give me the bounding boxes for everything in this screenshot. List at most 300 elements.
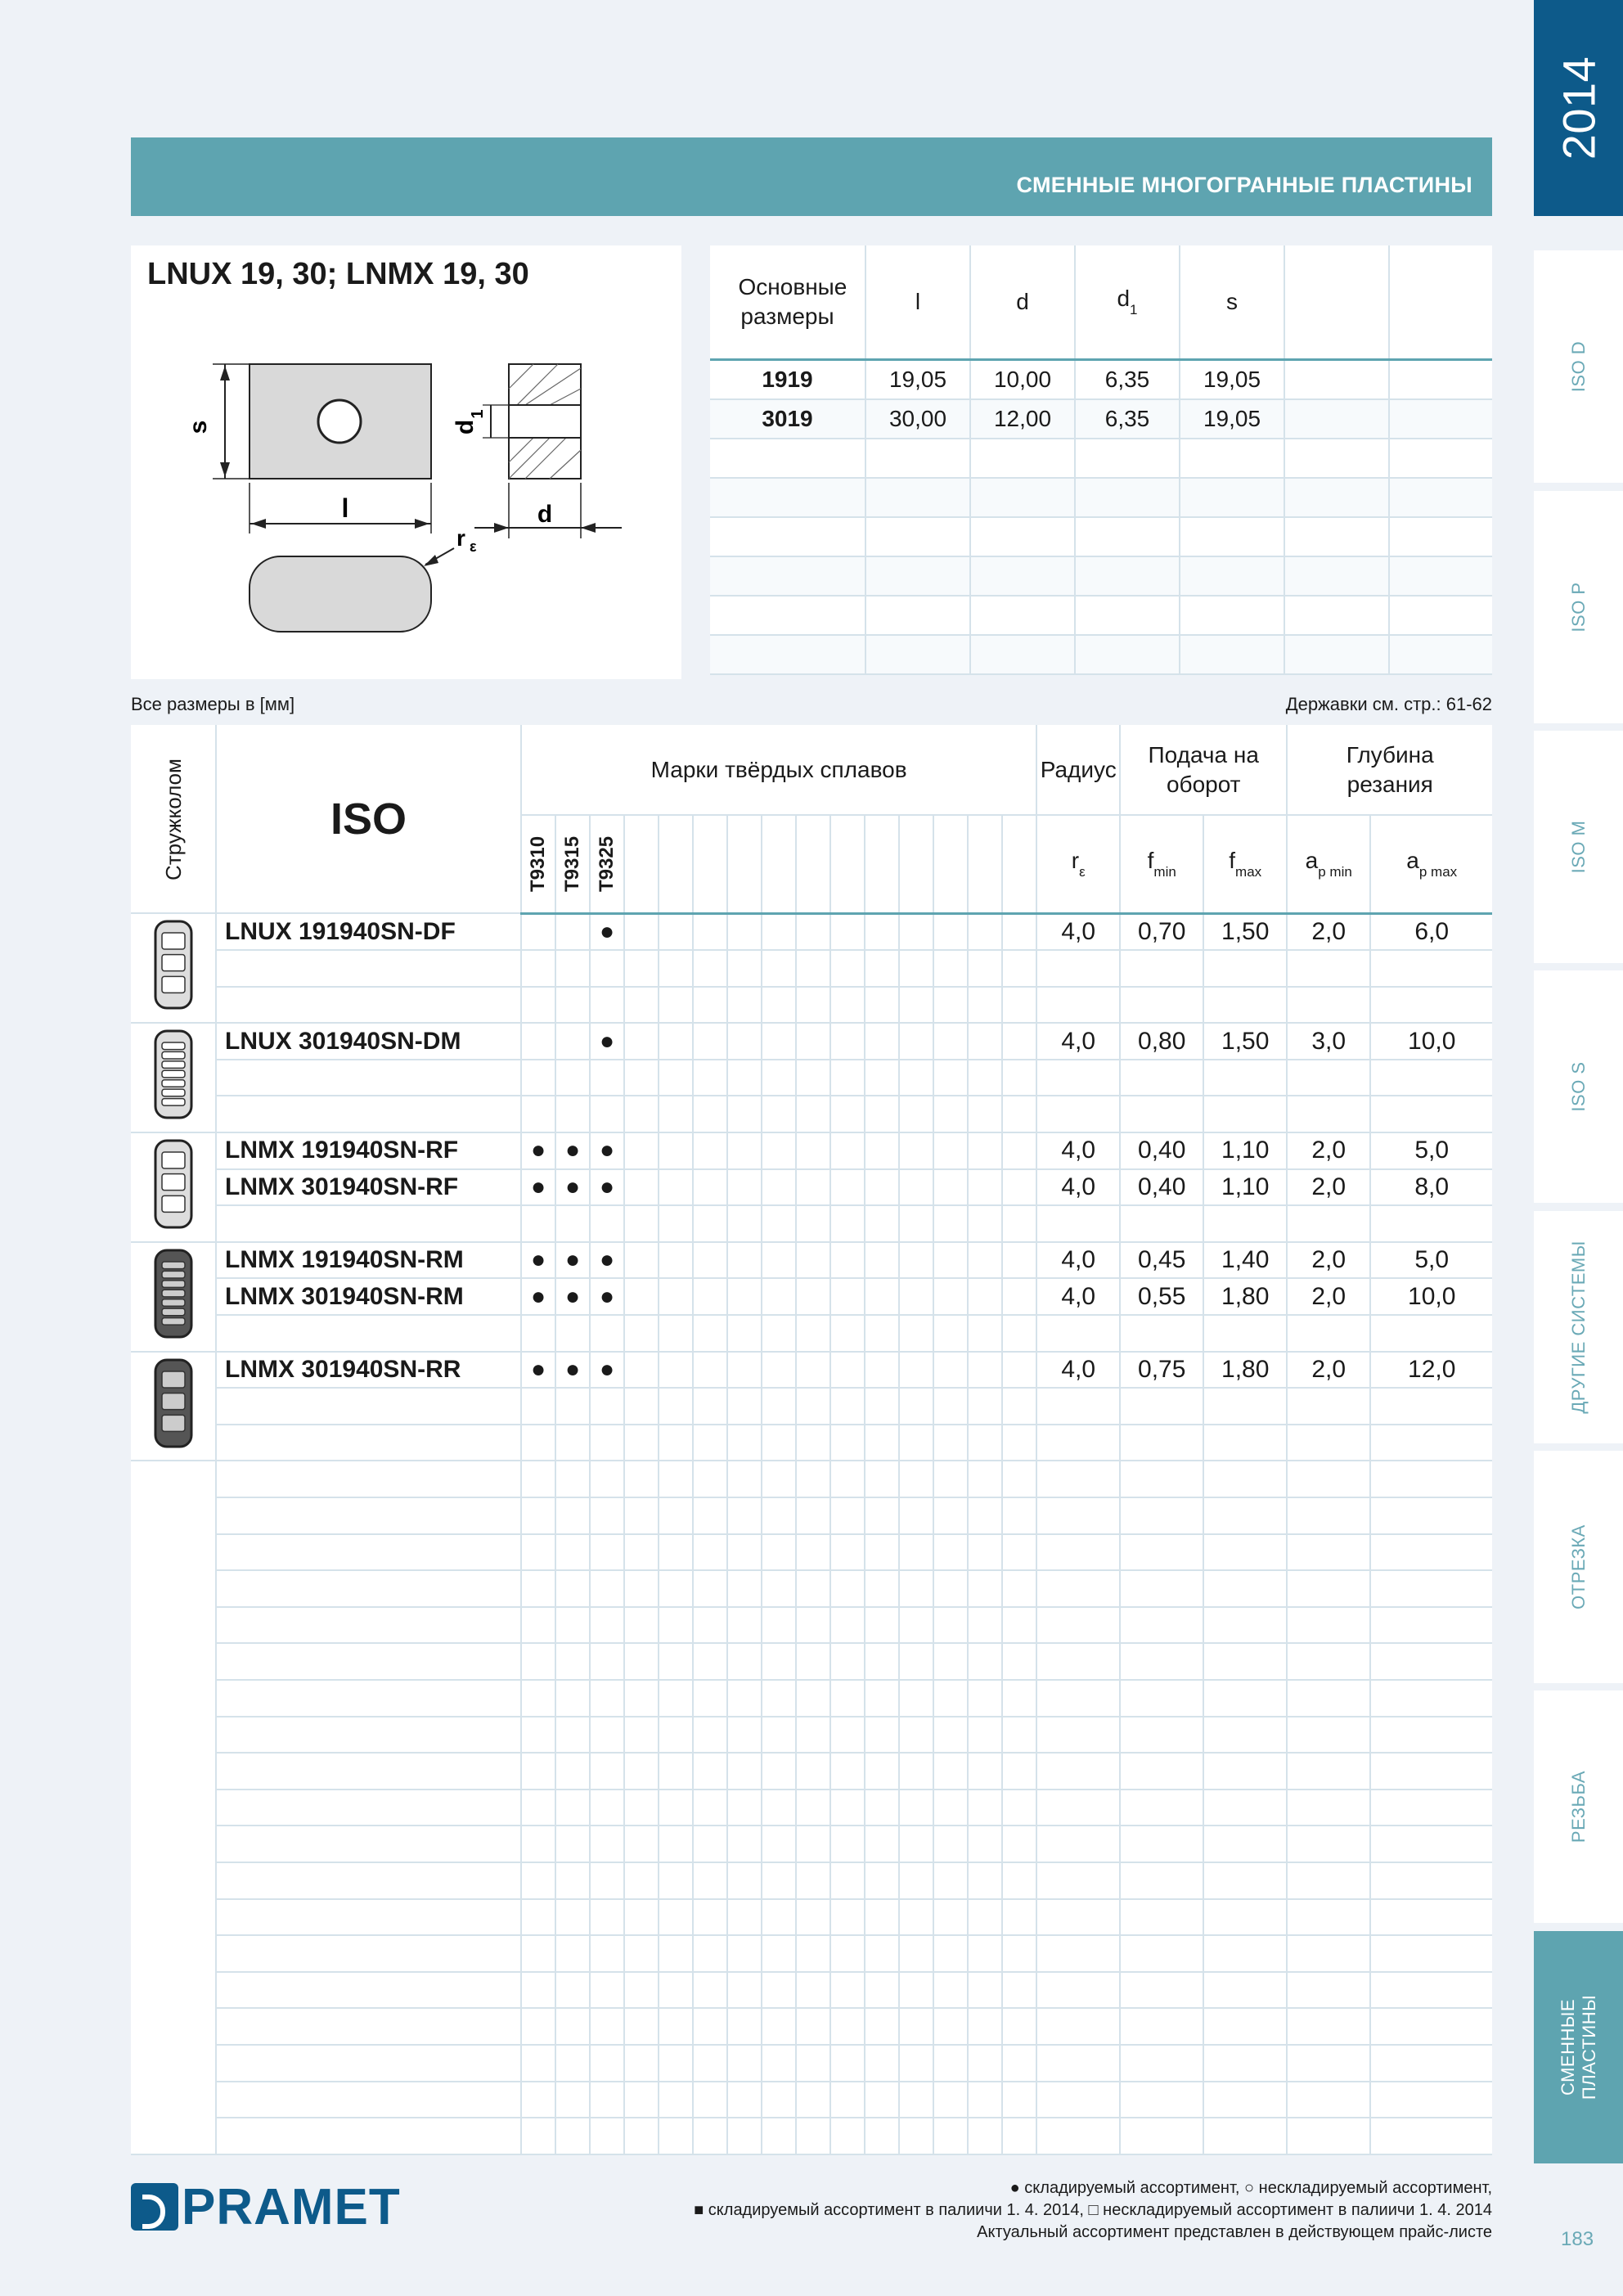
empty-cell [727, 2045, 762, 2082]
empty-cell [216, 1753, 521, 1790]
empty-cell [933, 1790, 968, 1826]
header-depth: Глубина резания [1287, 725, 1492, 815]
value-apmin: 2,0 [1287, 1242, 1370, 1279]
empty-cell [762, 1425, 796, 1461]
empty-cell [865, 1717, 899, 1754]
table-row [131, 1132, 1492, 1169]
empty-cell [521, 1826, 555, 1862]
empty-cell [796, 1096, 830, 1132]
empty-cell [899, 1570, 933, 1607]
grade-empty-cell [968, 913, 1002, 950]
empty-cell [968, 1753, 1002, 1790]
empty-cell [899, 1935, 933, 1972]
empty-cell [216, 1862, 521, 1899]
empty-cell [762, 2118, 796, 2154]
label-d: d [537, 501, 553, 528]
empty-cell [933, 1461, 968, 1497]
empty-cell [1036, 1826, 1120, 1862]
table-row-empty [131, 1643, 1492, 1680]
empty-cell [1370, 2008, 1492, 2045]
empty-cell [796, 2045, 830, 2082]
empty-cell [521, 1096, 555, 1132]
empty-cell [865, 2008, 899, 2045]
empty-cell [762, 1680, 796, 1717]
header-chip-breaker: Стружколом [131, 725, 216, 913]
empty-cell [1002, 1862, 1036, 1899]
empty-cell [555, 1096, 590, 1132]
grade-mark-t9325: ● [590, 1242, 624, 1279]
grade-empty-cell [762, 913, 796, 950]
empty-cell [830, 1425, 865, 1461]
grade-empty-cell [727, 913, 762, 950]
grade-empty [624, 815, 659, 913]
insert-designation: LNUX 191940SN-DF [216, 913, 521, 950]
tab-iso-s[interactable] [1534, 970, 1623, 1203]
empty-cell [1120, 1935, 1203, 1972]
empty-cell [1002, 1425, 1036, 1461]
empty-cell [762, 1534, 796, 1571]
empty-cell [1002, 1205, 1036, 1242]
empty-cell [727, 987, 762, 1024]
empty-cell [590, 1972, 624, 2009]
empty-cell [693, 1753, 727, 1790]
empty-cell [762, 1388, 796, 1425]
grade-t9315: T9315 [555, 815, 590, 913]
empty-cell [555, 1680, 590, 1717]
empty-cell [216, 1205, 521, 1242]
empty-cell [555, 2008, 590, 2045]
table-row-empty [131, 1935, 1492, 1972]
table-row [131, 913, 1492, 950]
empty-cell [968, 1935, 1002, 1972]
empty-cell [865, 1425, 899, 1461]
empty-cell [1203, 987, 1287, 1024]
dims-cell [1284, 399, 1389, 439]
empty-cell [1203, 1753, 1287, 1790]
grade-mark-t9315: ● [555, 1352, 590, 1389]
symbol-fmax-sub: max [1235, 863, 1262, 880]
empty-cell [555, 2045, 590, 2082]
empty-cell [1203, 2045, 1287, 2082]
empty-cell [762, 1790, 796, 1826]
empty-cell [555, 1935, 590, 1972]
empty-cell [830, 1753, 865, 1790]
empty-cell [1120, 1717, 1203, 1754]
empty-cell [624, 950, 659, 987]
grade-mark-t9315 [555, 913, 590, 950]
empty-cell [1120, 1096, 1203, 1132]
empty-cell [555, 2082, 590, 2118]
empty-cell [693, 1570, 727, 1607]
grade-empty-cell [624, 1242, 659, 1279]
empty-cell [933, 1935, 968, 1972]
holders-note: Державки см. стр.: 61-62 [1285, 694, 1492, 714]
empty-cell [1287, 1717, 1370, 1754]
empty-cell [1203, 1680, 1287, 1717]
section-header [131, 137, 1492, 216]
empty-cell [659, 1899, 693, 1936]
empty-cell [899, 1972, 933, 2009]
symbol-radius-main: r [1071, 847, 1080, 873]
value-fmin: 0,70 [1120, 913, 1203, 950]
empty-cell [1287, 1826, 1370, 1862]
empty-cell [933, 1096, 968, 1132]
empty-cell [830, 1826, 865, 1862]
empty-cell [555, 1205, 590, 1242]
empty-cell [1036, 1060, 1120, 1096]
empty-cell [216, 1899, 521, 1936]
empty-cell [762, 1899, 796, 1936]
empty-cell [1203, 1461, 1287, 1497]
empty-cell [624, 987, 659, 1024]
empty-cell [216, 1388, 521, 1425]
empty-cell [1002, 2045, 1036, 2082]
empty-cell [521, 1790, 555, 1826]
empty-cell [1287, 1497, 1370, 1534]
empty-cell [521, 1497, 555, 1534]
empty-cell [555, 1388, 590, 1425]
empty-cell [830, 1388, 865, 1425]
insert-designation: LNMX 301940SN-RM [216, 1278, 521, 1315]
empty-cell [693, 1790, 727, 1826]
empty-cell [830, 1899, 865, 1936]
tab-parting-label: ОТРЕЗКА [1567, 1524, 1589, 1609]
grade-empty-cell [624, 1169, 659, 1206]
empty-cell [1370, 1826, 1492, 1862]
empty-cell [968, 1497, 1002, 1534]
empty-cell [1370, 1753, 1492, 1790]
empty-cell [1120, 2045, 1203, 2082]
empty-cell [693, 1060, 727, 1096]
tab-iso-m-label: ISO M [1567, 820, 1589, 874]
value-fmin: 0,40 [1120, 1169, 1203, 1206]
empty-cell [659, 1060, 693, 1096]
grade-empty-cell [899, 1169, 933, 1206]
empty-cell [590, 1497, 624, 1534]
empty-cell [830, 1060, 865, 1096]
empty-cell [521, 1899, 555, 1936]
empty-cell [659, 2118, 693, 2154]
empty-cell [693, 1205, 727, 1242]
table-row-empty [131, 1607, 1492, 1644]
tab-iso-m[interactable] [1534, 731, 1623, 963]
dims-header-row [710, 245, 1492, 360]
empty-cell [659, 1607, 693, 1644]
value-radius: 4,0 [1036, 1278, 1120, 1315]
value-apmax: 10,0 [1370, 1023, 1492, 1060]
empty-cell [1370, 1388, 1492, 1425]
grade-empty-cell [796, 1352, 830, 1389]
tab-iso-d-label: ISO D [1567, 340, 1589, 393]
empty-cell [830, 1315, 865, 1352]
empty-cell [1287, 1388, 1370, 1425]
empty-cell [693, 2082, 727, 2118]
empty-cell [624, 1972, 659, 2009]
empty-cell [1036, 1570, 1120, 1607]
value-fmin: 0,55 [1120, 1278, 1203, 1315]
empty-cell [830, 1972, 865, 2009]
empty-cell [1002, 2118, 1036, 2154]
symbol-fmin-main: f [1147, 847, 1154, 873]
empty-cell [1370, 1607, 1492, 1644]
empty-cell [555, 1607, 590, 1644]
value-fmax: 1,40 [1203, 1242, 1287, 1279]
dims-cell: 1919 [710, 360, 865, 400]
empty-cell [762, 1972, 796, 2009]
empty-cell [693, 1680, 727, 1717]
empty-cell [1203, 1315, 1287, 1352]
empty-cell [624, 1935, 659, 1972]
empty-cell [216, 1425, 521, 1461]
empty-cell [1036, 1607, 1120, 1644]
empty-cell [1002, 1717, 1036, 1754]
empty-cell [1002, 987, 1036, 1024]
empty-cell [899, 1060, 933, 1096]
grade-t9325: T9325 [590, 815, 624, 913]
dims-row [710, 360, 1492, 400]
grade-empty-cell [727, 1242, 762, 1279]
empty-cell [1287, 1790, 1370, 1826]
grade-empty-cell [1002, 1132, 1036, 1169]
grade-empty-cell [899, 1132, 933, 1169]
empty-cell [1203, 1096, 1287, 1132]
tab-thread-label: РЕЗЬБА [1567, 1770, 1589, 1844]
empty-cell [727, 1790, 762, 1826]
grade-mark-t9315 [555, 1023, 590, 1060]
empty-cell [1370, 1315, 1492, 1352]
empty-cell [968, 1899, 1002, 1936]
empty-cell [933, 1753, 968, 1790]
empty-cell [624, 1899, 659, 1936]
dims-header-d1 [1075, 245, 1180, 360]
empty-cell [1287, 1607, 1370, 1644]
empty-cell [521, 1461, 555, 1497]
empty-cell [1203, 950, 1287, 987]
grade-empty-cell [796, 1132, 830, 1169]
dims-header-main-text: Основные размеры [738, 274, 847, 329]
empty-cell [1287, 1534, 1370, 1571]
grade-empty-cell [659, 1278, 693, 1315]
empty-cell [1203, 1790, 1287, 1826]
header-grades: Марки твёрдых сплавов [521, 725, 1036, 815]
empty-cell [865, 2118, 899, 2154]
empty-cell [1370, 2118, 1492, 2154]
empty-cell [899, 1753, 933, 1790]
value-radius: 4,0 [1036, 1023, 1120, 1060]
empty-cell [1120, 1425, 1203, 1461]
tab-other-systems[interactable] [1534, 1211, 1623, 1443]
empty-cell [865, 2082, 899, 2118]
empty-cell [830, 2045, 865, 2082]
empty-cell [1036, 1972, 1120, 2009]
value-apmax: 6,0 [1370, 913, 1492, 950]
grade-empty-cell [693, 913, 727, 950]
empty-cell [521, 1570, 555, 1607]
dims-header-d1-sub: 1 [1130, 302, 1138, 317]
empty-cell [1370, 1643, 1492, 1680]
empty-cell [933, 1972, 968, 2009]
tab-inserts-line1: СМЕННЫЕ [1557, 1998, 1578, 2096]
empty-cell [1036, 1205, 1120, 1242]
grade-mark-t9315: ● [555, 1278, 590, 1315]
empty-cell [1120, 1899, 1203, 1936]
empty-cell [1203, 1205, 1287, 1242]
symbol-fmax [1203, 815, 1287, 913]
dims-cell [1389, 399, 1492, 439]
empty-cell [1120, 1790, 1203, 1826]
empty-cell [933, 2045, 968, 2082]
empty-cell [1036, 1899, 1120, 1936]
grade-empty-cell [796, 913, 830, 950]
empty-cell [1287, 1862, 1370, 1899]
empty-cell [968, 1315, 1002, 1352]
empty-cell [1203, 1643, 1287, 1680]
empty-cell [216, 2008, 521, 2045]
empty-cell [796, 1680, 830, 1717]
empty-cell [796, 1497, 830, 1534]
grade-empty-cell [968, 1023, 1002, 1060]
table-row-empty [131, 2008, 1492, 2045]
grade-mark-t9315: ● [555, 1169, 590, 1206]
empty-cell [762, 1935, 796, 1972]
empty-cell [933, 1680, 968, 1717]
empty-cell [933, 1388, 968, 1425]
empty-cell [659, 987, 693, 1024]
tab-iso-p[interactable] [1534, 491, 1623, 723]
empty-cell [216, 1790, 521, 1826]
empty-cell [865, 1570, 899, 1607]
grade-empty-cell [865, 1169, 899, 1206]
value-radius: 4,0 [1036, 913, 1120, 950]
grade-mark-t9315: ● [555, 1132, 590, 1169]
tab-inserts-line2: ПЛАСТИНЫ [1578, 1994, 1599, 2100]
chip-breaker-icon [149, 1026, 198, 1123]
empty-cell [1120, 1607, 1203, 1644]
empty-cell [968, 1790, 1002, 1826]
table-row-empty [131, 1388, 1492, 1425]
table-row-empty [131, 1680, 1492, 1717]
tab-year[interactable] [1534, 0, 1623, 216]
empty-cell [865, 1643, 899, 1680]
grade-empty-cell [1002, 1169, 1036, 1206]
insert-designation: LNUX 301940SN-DM [216, 1023, 521, 1060]
empty-cell [1287, 2008, 1370, 2045]
grade-mark-t9325: ● [590, 1352, 624, 1389]
empty-cell [1370, 1060, 1492, 1096]
empty-cell [1120, 1060, 1203, 1096]
empty-cell [899, 2045, 933, 2082]
empty-cell [1370, 1790, 1492, 1826]
empty-cell [796, 1388, 830, 1425]
value-apmax: 12,0 [1370, 1352, 1492, 1389]
label-s: s [185, 420, 212, 434]
grade-mark-t9315: ● [555, 1242, 590, 1279]
empty-cell [796, 1972, 830, 2009]
grade-empty-cell [830, 1242, 865, 1279]
label-r-sub: ε [470, 538, 477, 555]
dims-cell [1284, 360, 1389, 400]
empty-cell [216, 950, 521, 987]
empty-cell [762, 1497, 796, 1534]
grade-empty-cell [762, 1132, 796, 1169]
empty-cell [624, 2082, 659, 2118]
empty-cell [1036, 1717, 1120, 1754]
tab-parting[interactable] [1534, 1451, 1623, 1683]
empty-cell [1370, 1205, 1492, 1242]
empty-cell [1002, 1096, 1036, 1132]
value-apmin: 3,0 [1287, 1023, 1370, 1060]
empty-cell [693, 1315, 727, 1352]
value-apmin: 2,0 [1287, 913, 1370, 950]
empty-cell [727, 1315, 762, 1352]
tab-year-label: 2014 [1553, 56, 1604, 160]
grade-empty-cell [899, 1023, 933, 1060]
empty-cell [624, 1461, 659, 1497]
tab-iso-d[interactable] [1534, 250, 1623, 483]
empty-cell [1287, 2045, 1370, 2082]
empty-cell [762, 1717, 796, 1754]
dims-row-empty [710, 439, 1492, 478]
value-apmax: 8,0 [1370, 1169, 1492, 1206]
empty-cell [521, 1862, 555, 1899]
empty-cell [830, 1862, 865, 1899]
grade-empty-cell [933, 1278, 968, 1315]
empty-cell [1036, 1680, 1120, 1717]
empty-cell [933, 1899, 968, 1936]
empty-cell [796, 1899, 830, 1936]
grade-empty-cell [727, 1023, 762, 1060]
table-row-empty [131, 1425, 1492, 1461]
empty-cell [933, 987, 968, 1024]
empty-cell [968, 1534, 1002, 1571]
grade-empty-cell [933, 1169, 968, 1206]
grade-empty-cell [727, 1352, 762, 1389]
empty-cell [555, 1753, 590, 1790]
empty-cell [590, 1717, 624, 1754]
empty-cell [555, 1643, 590, 1680]
empty-cell [590, 2008, 624, 2045]
empty-cell [624, 2045, 659, 2082]
empty-cell [624, 1607, 659, 1644]
grade-mark-t9325: ● [590, 1023, 624, 1060]
empty-cell [968, 1570, 1002, 1607]
grade-empty-cell [1002, 1278, 1036, 1315]
empty-cell [1203, 2118, 1287, 2154]
tab-inserts[interactable] [1534, 1931, 1623, 2163]
empty-cell [865, 1972, 899, 2009]
empty-cell [659, 1388, 693, 1425]
empty-cell [796, 1570, 830, 1607]
empty-cell [1002, 1643, 1036, 1680]
empty-cell [1370, 1862, 1492, 1899]
empty-cell [865, 1060, 899, 1096]
legend-line-3: Актуальный ассортимент представлен в действующем прайс-листе [977, 2223, 1492, 2241]
empty-cell [624, 1497, 659, 1534]
empty-cell [865, 1096, 899, 1132]
table-row-empty [131, 1497, 1492, 1534]
empty-cell [796, 1790, 830, 1826]
chip-breaker-cell [131, 1352, 216, 1461]
empty-cell [555, 950, 590, 987]
value-fmin: 0,75 [1120, 1352, 1203, 1389]
tab-thread[interactable] [1534, 1690, 1623, 1923]
grade-empty-cell [933, 1352, 968, 1389]
empty-cell [1370, 1972, 1492, 2009]
empty-cell [933, 950, 968, 987]
empty-cell [1370, 950, 1492, 987]
empty-cell [899, 950, 933, 987]
empty-cell [796, 2082, 830, 2118]
